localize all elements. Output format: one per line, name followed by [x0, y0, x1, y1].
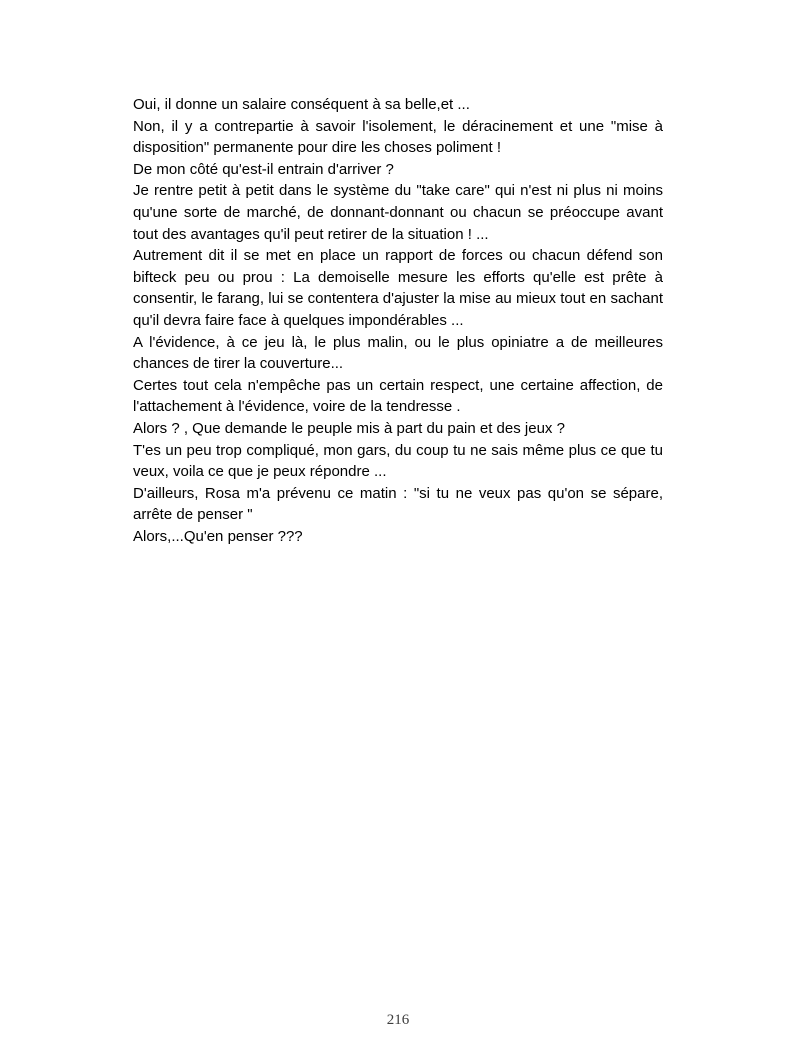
paragraph: Certes tout cela n'empêche pas un certain respect, une certaine affection, de l'attachement à l'évidence, voire de la tendresse .	[133, 376, 663, 416]
paragraph: Oui, il donne un salaire conséquent à sa belle,et ...	[133, 96, 470, 113]
paragraph: Je rentre petit à petit dans le système du "take care" qui n'est ni plus ni moins qu'une sorte de marché, de donnant-donnant ou chacun se préoccupe avant tout des avantages qu'il peut retirer de la situation ! ...	[133, 182, 663, 243]
paragraph: Non, il y a contrepartie à savoir l'isolement, le déracinement et une "mise à disposition" permanente pour dire les choses poliment !	[133, 117, 663, 157]
body-text	[133, 94, 663, 547]
paragraph: D'ailleurs, Rosa m'a prévenu ce matin : "si tu ne veux pas qu'on se sépare, arrête de penser "	[133, 484, 663, 524]
paragraph: Alors,...Qu'en penser ???	[133, 527, 303, 545]
page-number: 216	[386, 1012, 410, 1028]
paragraph: Alors ? , Que demande le peuple mis à part du pain et des jeux ?	[133, 419, 565, 437]
paragraph: Autrement dit il se met en place un rapport de forces ou chacun défend son bifteck peu ou prou : La demoiselle mesure les efforts qu'elle est prête à consentir, le farang, lui se contentera d'ajuster la mise au mieux tout en sachant qu'il devra faire face à quelques impondérables ...	[133, 247, 663, 329]
paragraph: De mon côté qu'est-il entrain d'arriver ?	[133, 160, 394, 178]
paragraph: A l'évidence, à ce jeu là, le plus malin, ou le plus opiniatre a de meilleures chances de tirer la couverture...	[133, 333, 663, 373]
paragraph: T'es un peu trop compliqué, mon gars, du coup tu ne sais même plus ce que tu veux, voila ce que je peux répondre ...	[133, 441, 663, 481]
